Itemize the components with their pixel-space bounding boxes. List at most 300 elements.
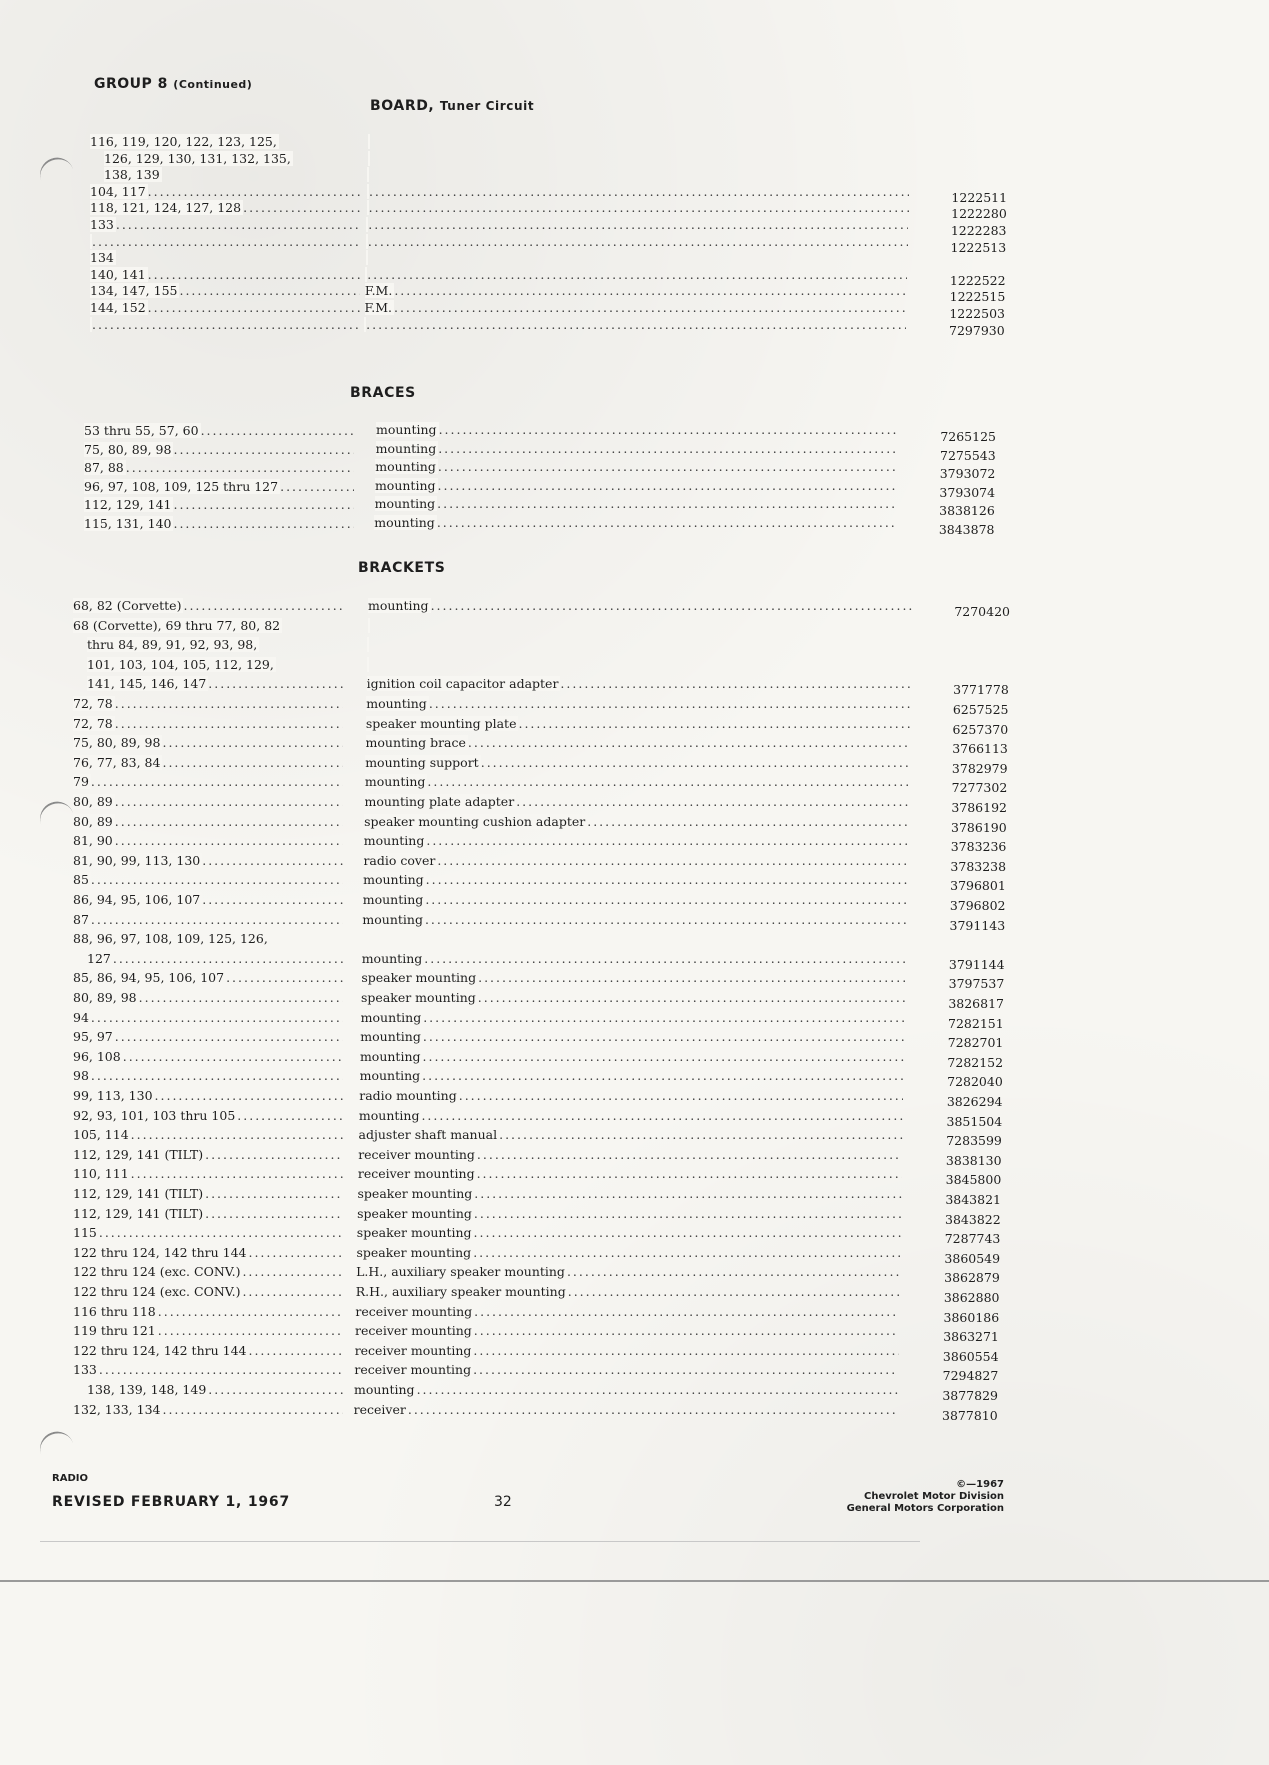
row-refs [90, 200, 360, 216]
section-title-braces: BRACES [350, 385, 416, 401]
row-refs-text: 140, 141 [90, 266, 146, 282]
row-part-number: 1222283 [950, 223, 1007, 238]
row-refs [84, 423, 354, 439]
row-part-number: 1222503 [949, 306, 1005, 321]
row-description-text: speaker mounting plate [365, 715, 517, 731]
row-description-text [368, 151, 370, 166]
row-description-text: mounting [363, 833, 425, 849]
row-refs [90, 250, 360, 266]
row-refs [73, 1186, 343, 1202]
row-description [354, 1382, 898, 1398]
row-refs [104, 151, 360, 167]
footer-revised-date: REVISED FEBRUARY 1, 1967 [52, 1494, 291, 1510]
row-refs [73, 1068, 343, 1084]
row-refs-text: 118, 121, 124, 127, 128 [90, 200, 242, 216]
row-refs [73, 1049, 343, 1065]
section-title-brackets: BRACKETS [358, 560, 446, 576]
row-refs-text: 53 thru 55, 57, 60 [84, 423, 199, 438]
row-description [366, 234, 908, 250]
row-description [361, 1010, 905, 1026]
row-refs-text: 94 [73, 1009, 89, 1025]
row-refs-text: 80, 89 [73, 813, 113, 829]
row-refs [84, 460, 354, 476]
row-part-number: 7270420 [954, 604, 1010, 619]
row-description [376, 441, 898, 457]
row-description [367, 184, 909, 200]
row-description [364, 833, 908, 849]
row-description-text: F.M. [364, 283, 393, 299]
page-edge-line [0, 1580, 1269, 1582]
row-part-number: 3843878 [938, 522, 995, 537]
row-description [366, 716, 910, 732]
row-refs [73, 931, 343, 947]
row-description [356, 1264, 900, 1280]
row-refs [73, 833, 343, 849]
row-part-number: 3766113 [952, 741, 1008, 757]
row-description-text: speaker mounting cushion adapter [364, 813, 586, 829]
row-refs [90, 317, 360, 333]
board-subtitle: Tuner Circuit [439, 99, 535, 113]
row-refs [73, 853, 343, 869]
row-refs [90, 300, 360, 316]
row-description [362, 912, 906, 928]
row-refs-text: 86, 94, 95, 106, 107 [73, 892, 201, 907]
row-description-text [367, 184, 369, 199]
row-refs [73, 1362, 343, 1378]
row-refs [73, 598, 343, 614]
row-description [362, 951, 906, 967]
row-description-text: mounting [362, 892, 424, 907]
row-part-number: 3796801 [950, 878, 1006, 894]
row-refs-text: 134 [90, 250, 114, 266]
row-description [365, 755, 909, 771]
row-refs [87, 637, 343, 653]
row-refs [90, 134, 360, 150]
row-refs-text [90, 317, 92, 332]
row-description [365, 300, 907, 316]
row-description-text: mounting [374, 477, 436, 493]
row-refs-text: 126, 129, 130, 131, 132, 135, [104, 150, 291, 166]
row-description [375, 496, 897, 512]
row-description [367, 676, 911, 692]
row-description-text: mounting [354, 1382, 415, 1397]
row-description [367, 200, 909, 216]
row-refs-text: 85 [73, 872, 89, 888]
row-part-number: 7294827 [942, 1368, 999, 1384]
row-refs-text: 119 thru 121 [73, 1323, 156, 1339]
row-description [375, 459, 897, 475]
row-part-number: 7283599 [946, 1133, 1002, 1149]
row-refs-text: 138, 139 [104, 167, 160, 183]
row-description-text [367, 657, 369, 672]
row-refs-text: 127 [87, 950, 111, 966]
row-refs-text: 112, 129, 141 (TILT) [73, 1205, 204, 1221]
row-refs-text: 101, 103, 104, 105, 112, 129, [87, 656, 274, 672]
row-part-number: 3793074 [939, 484, 996, 500]
row-description [359, 1108, 903, 1124]
row-refs [73, 1343, 343, 1359]
row-refs [90, 234, 360, 250]
row-description-text [367, 637, 369, 652]
row-description-text: mounting [359, 1068, 421, 1084]
row-part-number: 3783236 [950, 839, 1007, 855]
group-continued: (Continued) [173, 78, 253, 91]
row-part-number: 7275543 [940, 447, 996, 463]
row-part-number: 3838126 [939, 503, 995, 519]
row-description [368, 151, 910, 167]
row-description [358, 1186, 902, 1202]
row-description-text: mounting [358, 1107, 420, 1123]
row-refs [73, 1304, 343, 1320]
row-refs [73, 970, 343, 986]
row-description [355, 1343, 899, 1359]
group-header [94, 76, 252, 92]
row-refs [104, 167, 360, 183]
row-refs-text: 112, 129, 141 (TILT) [73, 1186, 204, 1201]
row-description-text [366, 217, 368, 232]
row-description-text: mounting [375, 459, 436, 475]
row-refs [90, 267, 360, 283]
row-description-text: mounting [376, 422, 437, 437]
row-part-number: 3791144 [948, 956, 1005, 972]
row-description-text: mounting [364, 774, 426, 790]
row-part-number: 7297930 [949, 322, 1005, 338]
row-refs [73, 735, 343, 751]
row-refs-text: 72, 78 [73, 715, 113, 731]
row-part-number: 7265125 [940, 429, 996, 444]
row-description [368, 618, 912, 634]
row-refs-text: 122 thru 124 (exc. CONV.) [73, 1264, 241, 1280]
row-refs-text: 133 [73, 1362, 97, 1378]
row-refs [90, 217, 360, 233]
row-description-text: speaker mounting [361, 990, 476, 1005]
row-refs-text: 104, 117 [90, 183, 146, 199]
row-description [354, 1402, 898, 1418]
row-description-text: speaker mounting [357, 1186, 473, 1201]
section-title-board [370, 98, 534, 114]
row-description-text: F.M. [364, 300, 392, 315]
footer-division: Chevrolet Motor Division [864, 1491, 1004, 1502]
binder-hole [35, 797, 74, 829]
row-refs [73, 990, 343, 1006]
row-description-text: L.H., auxiliary speaker mounting [356, 1264, 565, 1280]
row-description [364, 317, 906, 333]
row-description [363, 872, 907, 888]
row-description-text: speaker mounting [357, 1205, 472, 1221]
row-description [360, 1029, 904, 1045]
row-refs [73, 1323, 343, 1339]
row-description [357, 1225, 901, 1241]
footer-copyright: ©—1967 [956, 1479, 1004, 1490]
row-description [361, 970, 905, 986]
row-refs-text: 81, 90, 99, 113, 130 [73, 852, 201, 868]
row-refs-text: 115, 131, 140 [84, 516, 172, 531]
row-part-number: 1222513 [950, 239, 1007, 255]
board-title: BOARD, [370, 98, 435, 114]
row-refs [73, 1284, 343, 1300]
row-refs-text: 122 thru 124 (exc. CONV.) [73, 1284, 241, 1299]
row-part-number: 3862879 [944, 1270, 1000, 1286]
row-refs [73, 774, 343, 790]
row-refs-text: 68, 82 (Corvette) [73, 598, 182, 613]
row-description [355, 1304, 899, 1320]
row-description [356, 1245, 900, 1261]
row-refs [73, 814, 343, 830]
footer-corporation: General Motors Corporation [846, 1503, 1004, 1514]
row-part-number: 3826817 [948, 996, 1004, 1011]
row-description-text [362, 931, 364, 946]
row-description [365, 267, 907, 283]
row-refs-text: 75, 80, 89, 98 [84, 441, 172, 457]
row-description-text: mounting [366, 696, 427, 711]
row-part-number: 7277302 [951, 780, 1008, 796]
row-refs [84, 497, 354, 513]
row-description-text [365, 267, 367, 282]
row-refs [73, 696, 343, 712]
row-description-text: mounting [374, 496, 436, 512]
row-description [367, 657, 911, 673]
row-refs [87, 951, 343, 967]
row-refs-text: 88, 96, 97, 108, 109, 125, 126, [73, 931, 268, 947]
row-part-number: 7287743 [944, 1231, 1001, 1247]
row-refs-text: 112, 129, 141 [84, 497, 172, 513]
row-part-number: 3843821 [945, 1192, 1001, 1207]
footer-section-label: RADIO [52, 1473, 88, 1484]
row-description-text: ignition coil capacitor adapter [366, 676, 559, 692]
row-part-number: 6257370 [952, 721, 1009, 737]
row-refs-text: 81, 90 [73, 833, 113, 849]
row-description [368, 134, 910, 150]
row-refs-text: 87, 88 [84, 460, 124, 476]
row-part-number: 3877810 [942, 1407, 998, 1423]
row-refs [73, 1088, 343, 1104]
row-description-text: receiver mounting [355, 1303, 473, 1319]
row-description-text [366, 250, 368, 265]
row-refs-text: 116 thru 118 [73, 1303, 156, 1319]
row-description-text: receiver mounting [355, 1323, 472, 1339]
row-refs [73, 755, 343, 771]
row-refs-text: 68 (Corvette), 69 thru 77, 80, 82 [73, 617, 281, 633]
row-refs-text: 96, 108 [73, 1048, 121, 1064]
row-refs-text: 122 thru 124, 142 thru 144 [73, 1244, 247, 1260]
row-description-text: receiver mounting [357, 1166, 475, 1182]
row-refs-text: 75, 80, 89, 98 [73, 735, 161, 751]
row-refs [73, 872, 343, 888]
row-description [359, 1127, 903, 1143]
row-part-number: 3782979 [951, 760, 1008, 776]
row-refs-text: 105, 114 [73, 1127, 129, 1143]
footer-divider [40, 1541, 920, 1542]
row-description [363, 853, 907, 869]
row-description [366, 696, 910, 712]
row-description-text: mounting support [365, 754, 479, 770]
row-description [363, 892, 907, 908]
row-description-text: mounting [375, 440, 437, 456]
row-description [365, 794, 909, 810]
row-description-text: mounting [359, 1048, 421, 1064]
row-refs-text: 138, 139, 148, 149 [87, 1382, 207, 1397]
row-description [366, 735, 910, 751]
row-refs-text: 72, 78 [73, 696, 113, 711]
row-refs-text: 134, 147, 155 [90, 283, 178, 299]
footer-left [52, 1473, 290, 1510]
row-refs [73, 1264, 343, 1280]
row-part-number: 1222515 [949, 289, 1006, 305]
row-description-text: speaker mounting [356, 1244, 472, 1260]
group-label: GROUP 8 [94, 76, 168, 92]
row-description [361, 990, 905, 1006]
row-refs-text: 141, 145, 146, 147 [87, 676, 207, 692]
row-description-text: radio cover [363, 852, 436, 868]
row-refs [73, 716, 343, 732]
row-refs-text: 110, 111 [73, 1166, 129, 1182]
row-description [366, 217, 908, 233]
page-number: 32 [494, 1494, 512, 1510]
row-description [364, 814, 908, 830]
row-description-text [368, 618, 370, 633]
row-description-text [368, 134, 370, 149]
row-refs-text: 116, 119, 120, 122, 123, 125, [90, 134, 277, 149]
row-description-text: mounting [362, 911, 423, 927]
row-part-number: 3826294 [946, 1094, 1003, 1109]
row-refs-text: 115 [73, 1225, 97, 1241]
row-refs-text: 76, 77, 83, 84 [73, 754, 161, 770]
row-refs [73, 1029, 343, 1045]
row-part-number: 3860186 [943, 1309, 1000, 1325]
row-refs-text: 96, 97, 108, 109, 125 thru 127 [84, 478, 279, 494]
row-refs-text: 79 [73, 774, 89, 790]
row-refs [73, 1245, 343, 1261]
row-refs [73, 1206, 343, 1222]
binder-hole [35, 1427, 74, 1459]
row-part-number: 3771778 [953, 682, 1009, 698]
binder-hole [35, 153, 74, 185]
row-description-text: radio mounting [359, 1088, 457, 1103]
row-description-text: receiver mounting [354, 1342, 472, 1358]
row-description [356, 1284, 900, 1300]
row-part-number: 3843822 [945, 1211, 1001, 1227]
row-description [360, 1068, 904, 1084]
row-description [355, 1323, 899, 1339]
row-description-text: receiver [353, 1401, 406, 1417]
row-part-number: 3786190 [951, 819, 1007, 835]
row-refs-text: 95, 97 [73, 1029, 113, 1045]
row-description [357, 1206, 901, 1222]
row-refs [73, 618, 343, 634]
row-description-text [366, 234, 368, 249]
row-part-number: 1222522 [949, 272, 1006, 288]
row-description [367, 167, 909, 183]
row-refs-text: 85, 86, 94, 95, 106, 107 [73, 970, 225, 986]
row-refs [87, 657, 343, 673]
row-description-text: adjuster shaft manual [358, 1127, 498, 1143]
row-part-number: 3877829 [942, 1388, 998, 1403]
row-description-text: mounting [360, 1009, 422, 1025]
row-refs [73, 794, 343, 810]
row-refs-text: 99, 113, 130 [73, 1088, 153, 1103]
row-refs-text: 112, 129, 141 (TILT) [73, 1146, 204, 1162]
row-description-text: speaker mounting [361, 970, 477, 986]
row-refs-text [90, 234, 92, 249]
row-description-text [367, 167, 369, 182]
row-description [354, 1362, 898, 1378]
row-refs [73, 892, 343, 908]
row-part-number: 3851504 [946, 1113, 1003, 1129]
row-refs-text: 98 [73, 1068, 89, 1084]
row-part-number: 1222280 [951, 206, 1007, 222]
row-part-number: 3796802 [949, 898, 1006, 913]
row-part-number: 3797537 [948, 976, 1005, 992]
row-description-text: mounting [361, 950, 423, 966]
row-part-number: 1222511 [951, 189, 1008, 205]
footer-right [847, 1479, 1004, 1515]
row-description [374, 515, 896, 531]
row-refs-text: 132, 133, 134 [73, 1401, 161, 1417]
row-description [358, 1166, 902, 1182]
row-description-text: mounting [363, 872, 424, 888]
row-part-number: 3783238 [950, 858, 1007, 874]
row-refs [84, 479, 354, 495]
row-part-number: 3791143 [949, 917, 1006, 933]
row-description-text [367, 200, 369, 215]
row-part-number: 3860549 [944, 1250, 1001, 1266]
row-description [376, 422, 898, 438]
row-part-number: 7282152 [947, 1054, 1004, 1070]
row-description-text: mounting [374, 515, 435, 530]
row-refs [73, 1166, 343, 1182]
row-part-number: 7282151 [948, 1015, 1004, 1031]
row-refs [90, 184, 360, 200]
row-description [358, 1147, 902, 1163]
row-description [359, 1088, 903, 1104]
row-part-number: 3838130 [945, 1152, 1002, 1168]
row-refs-text: 87 [73, 911, 89, 927]
row-refs [73, 1402, 343, 1418]
row-description [368, 598, 912, 614]
row-description-text [364, 317, 366, 332]
row-refs [73, 1010, 343, 1026]
row-description-text: receiver mounting [354, 1362, 472, 1378]
row-part-number: 3863271 [943, 1329, 999, 1345]
row-description-text: R.H., auxiliary speaker mounting [355, 1284, 566, 1299]
row-refs-text: 80, 89 [73, 794, 113, 809]
row-refs [73, 1147, 343, 1163]
row-description-text: mounting plate adapter [364, 794, 515, 809]
row-refs [73, 912, 343, 928]
row-description [367, 637, 911, 653]
row-description [360, 1049, 904, 1065]
row-part-number: 7282040 [947, 1074, 1003, 1090]
row-refs [73, 1127, 343, 1143]
row-description [366, 250, 908, 266]
row-refs-text: 133 [90, 217, 114, 232]
row-refs-text: 122 thru 124, 142 thru 144 [73, 1342, 247, 1358]
row-description [365, 283, 907, 299]
row-refs-text: 80, 89, 98 [73, 990, 137, 1005]
row-refs [87, 676, 343, 692]
row-part-number: 7282701 [947, 1035, 1004, 1051]
row-description-text: mounting brace [365, 735, 466, 751]
row-refs [73, 1108, 343, 1124]
row-part-number: 3793072 [939, 466, 996, 482]
row-refs-text: thru 84, 89, 91, 92, 93, 98, [87, 637, 258, 653]
row-part-number: 3845800 [945, 1172, 1002, 1188]
row-description-text: mounting [360, 1029, 421, 1045]
row-part-number: 6257525 [952, 702, 1009, 717]
row-description [362, 931, 906, 947]
row-refs [84, 442, 354, 458]
row-refs-text: 92, 93, 101, 103 thru 105 [73, 1107, 236, 1123]
